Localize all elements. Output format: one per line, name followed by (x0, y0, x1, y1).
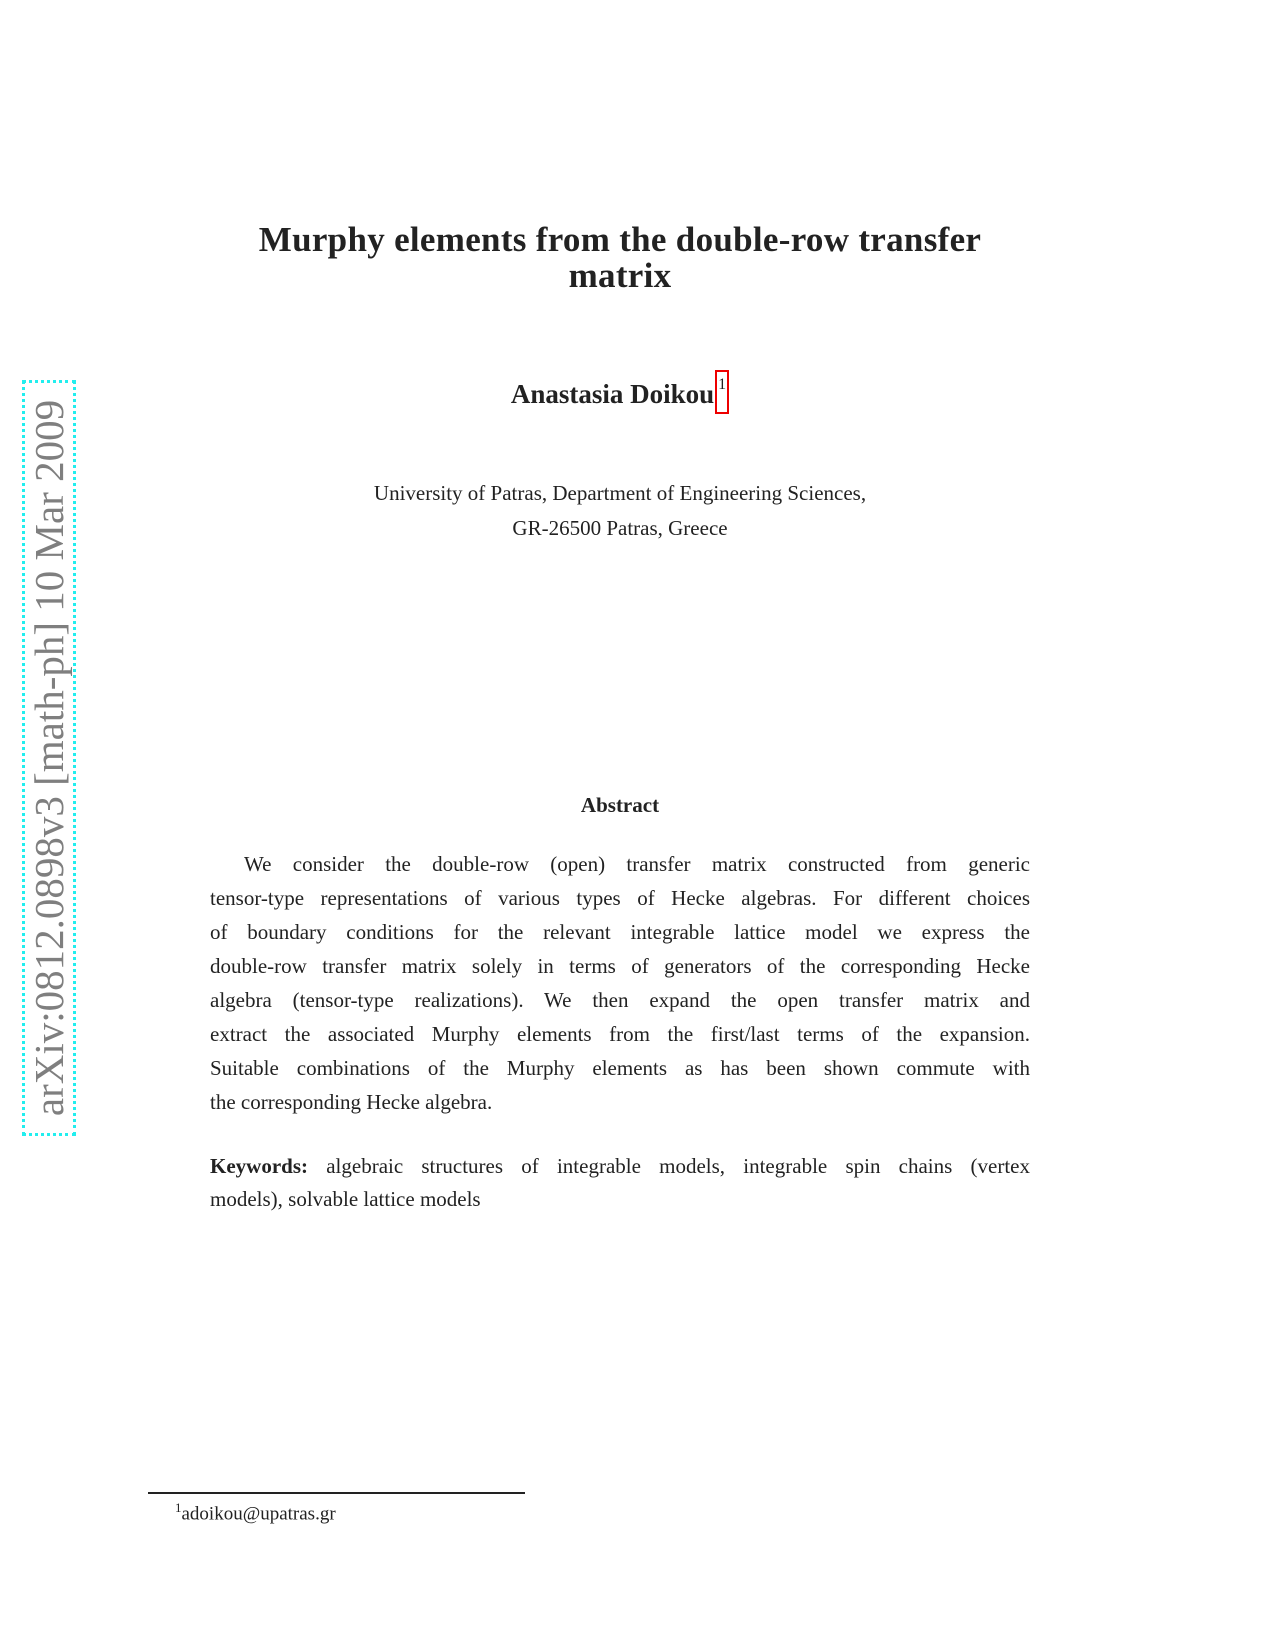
abstract-line: We consider the double-row (open) transfer matrix constructed from generic (244, 852, 1030, 876)
abstract-line: the corresponding Hecke algebra. (210, 1090, 493, 1114)
footnote-email: adoikou@upatras.gr (181, 1503, 336, 1525)
abstract-body (210, 847, 1030, 1119)
abstract-line: of boundary conditions for the relevant integrable lattice model we express the (210, 920, 1030, 944)
affiliation-line: GR-26500 Patras, Greece (512, 516, 728, 540)
keywords-label: Keywords: (210, 1154, 308, 1178)
title-line: Murphy elements from the double-row transfer (258, 220, 982, 259)
keywords (210, 1150, 1030, 1216)
abstract-heading: Abstract (580, 793, 660, 817)
arxiv-stamp-text: arXiv:0812.0898v3 [math-ph] 10 Mar 2009 (26, 399, 72, 1117)
footnote-mark: 1 (175, 1500, 182, 1515)
author-name: Anastasia Doikou (510, 379, 715, 409)
keywords-text: models), solvable lattice models (210, 1187, 481, 1211)
abstract-line: double-row transfer matrix solely in terms of generators of the corresponding Hecke (210, 954, 1030, 978)
abstract-line: algebra (tensor-type realizations). We then expand the open transfer matrix and (210, 988, 1030, 1012)
footnote (175, 1500, 336, 1525)
abstract-line: extract the associated Murphy elements from the first/last terms of the expansion. (210, 1022, 1030, 1046)
abstract-line: Suitable combinations of the Murphy elements as has been shown commute with (210, 1056, 1030, 1080)
footnote-rule (148, 1492, 525, 1494)
keywords-text: algebraic structures of integrable models, integrable spin chains (vertex (308, 1154, 1030, 1178)
paper-title (150, 222, 1090, 294)
author (0, 370, 1240, 414)
footnote-link[interactable]: 1 (715, 370, 729, 414)
affiliation-line: University of Patras, Department of Engineering Sciences, (373, 481, 867, 505)
abstract-line: tensor-type representations of various types of Hecke algebras. For different choices (210, 886, 1030, 910)
title-line: matrix (568, 256, 672, 295)
